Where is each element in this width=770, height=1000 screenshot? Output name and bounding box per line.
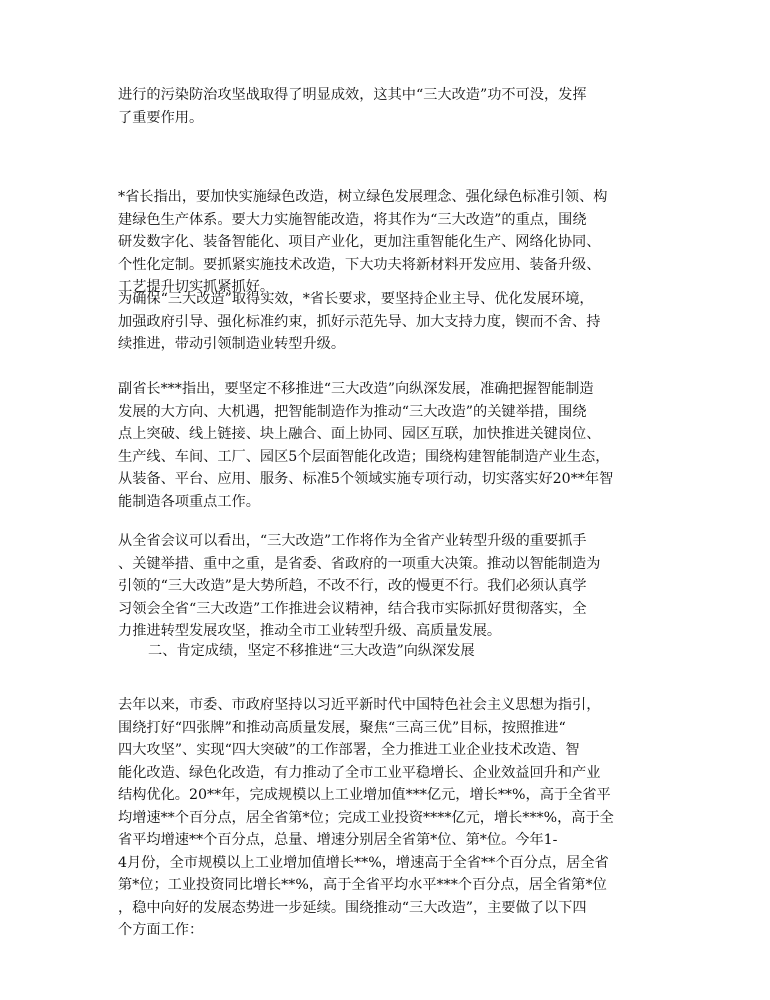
paragraph-line: 4月份，全市规模以上工业增加值增长**%，增速高于全省**个百分点，居全省 — [118, 854, 609, 871]
paragraph-line: 能制造各项重点工作。 — [118, 493, 260, 510]
paragraph-line: *省长指出，要加快实施绿色改造，树立绿色发展理念、强化绿色标准引领、构 — [118, 189, 608, 205]
paragraph-line: 省平均增速**个百分点，总量、增速分别居全省第*位、第*位。今年1- — [118, 832, 558, 848]
paragraph-line: 个方面工作： — [118, 922, 204, 938]
paragraph-line: 副省长***指出，要坚定不移推进“三大改造”向纵深发展，准确把握智能制造 — [118, 381, 594, 397]
section-heading: 二、肯定成绩，坚定不移推进“三大改造”向纵深发展 — [148, 643, 475, 659]
paragraph-line: 从装备、平台、应用、服务、标准5个领域实施专项行动，切实落实好20**年智 — [118, 471, 614, 487]
paragraph-line: 、关键举措、重中之重，是省委、省政府的一项重大决策。推动以智能制造为 — [118, 555, 601, 572]
paragraph-line: 四大攻坚”、实现“四大突破”的工作部署，全力推进工业企业技术改造、智 — [118, 742, 580, 758]
paragraph-line: 发展的大方向、大机遇，把智能制造作为推动“三大改造”的关键举措，围绕 — [118, 403, 587, 420]
paragraph-line: 从全省会议可以看出，“三大改造”工作将作为全省产业转型升级的重要抓手 — [118, 533, 587, 549]
paragraph-line: 均增速**个百分点，居全省第*位；完成工业投资****亿元，增长***%，高于全 — [118, 809, 614, 826]
paragraph-line: 围绕打好“四张牌”和推动高质量发展，聚焦“三高三优”目标，按照推进“ — [118, 719, 566, 736]
paragraph-line: 第*位；工业投资同比增长**%，高于全省平均水平***个百分点，居全省第*位 — [118, 877, 607, 893]
paragraph-line: 习领会全省“三大改造”工作推进会议精神，结合我市实际抓好贯彻落实，全 — [118, 600, 587, 617]
paragraph-line: 了重要作用。 — [118, 109, 204, 126]
paragraph-line: 结构优化。20**年，完成规模以上工业增加值***亿元，增长**%，高于全省平 — [118, 787, 611, 803]
paragraph-2 — [118, 186, 658, 299]
paragraph-line: ，稳中向好的发展态势进一步延续。围绕推动“三大改造”，主要做了以下四 — [118, 899, 587, 916]
paragraph-line: 进行的污染防治攻坚战取得了明显成效，这其中“三大改造”功不可没，发挥 — [118, 87, 587, 103]
paragraph-line: 续推进，带动引领制造业转型升级。 — [118, 336, 346, 352]
paragraph-line: 研发数字化、装备智能化、项目产业化，更加注重智能化生产、网络化协同、 — [118, 234, 601, 250]
paragraph-line: 工艺提升切实抓紧抓好。 — [118, 279, 275, 295]
paragraph-line: 去年以来，市委、市政府坚持以习近平新时代中国特色社会主义思想为指引， — [118, 697, 601, 713]
paragraph-line: 力推进转型发展攻坚，推动全市工业转型升级、高质量发展。 — [118, 623, 502, 639]
paragraph-line: 点上突破、线上链接、块上融合、面上协同、园区互联，加快推进关键岗位、 — [118, 426, 601, 442]
paragraph-line: 个性化定制。要抓紧实施技术改造，下大功夫将新材料开发应用、装备升级、 — [118, 256, 601, 273]
paragraph-line: 建绿色生产体系。要大力实施智能改造，将其作为“三大改造”的重点，围绕 — [118, 211, 587, 228]
paragraph-line: 加强政府引导、强化标准约束，抓好示范先导、加大支持力度，锲而不舍、持 — [118, 313, 601, 330]
paragraph-line: 为确保“三大改造”取得实效，*省长要求，要坚持企业主导、优化发展环境， — [118, 291, 594, 307]
paragraph-line: 引领的“三大改造”是大势所趋，不改不行，改的慢更不行。我们必须认真学 — [118, 578, 587, 594]
paragraph-3 — [118, 288, 658, 356]
paragraph-line: 生产线、车间、工厂、园区5个层面智能化改造；围绕构建智能制造产业生态， — [118, 448, 610, 465]
paragraph-6 — [118, 694, 658, 942]
paragraph-line: 能化改造、绿色化改造，有力推动了全市工业平稳增长、企业效益回升和产业 — [118, 764, 601, 781]
paragraph-1 — [118, 84, 658, 129]
paragraph-4 — [118, 378, 658, 513]
paragraph-5 — [118, 530, 658, 643]
